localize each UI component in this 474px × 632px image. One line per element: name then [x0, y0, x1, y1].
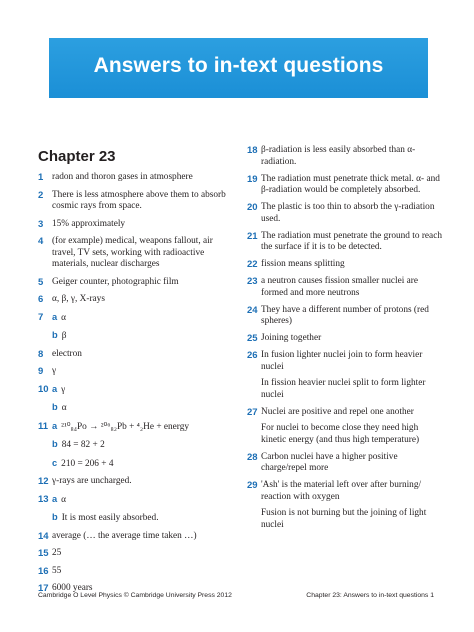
- answer-item: [38, 277, 230, 289]
- answer-part-label: a: [52, 383, 58, 394]
- answer-number: 11: [38, 420, 49, 432]
- answer-item: [247, 452, 443, 475]
- answer-item: [247, 202, 443, 225]
- answer-number: 22: [247, 259, 258, 270]
- answer-part-text: α: [61, 312, 67, 323]
- answer-item: [38, 190, 230, 213]
- answer-text: 'Ash' is the material left over after burning/ reaction with oxygen: [261, 480, 422, 502]
- answer-item: [38, 384, 230, 415]
- answer-part-label: a: [52, 420, 58, 431]
- answer-number: 24: [247, 304, 258, 316]
- answer-part-text: α: [61, 494, 67, 505]
- answer-item: [38, 219, 230, 231]
- answer-text: In fusion lighter nuclei join to form heavier nuclei: [261, 350, 423, 372]
- answer-number: 7: [38, 311, 44, 323]
- answer-number: 10: [38, 383, 49, 395]
- answer-number: 5: [38, 276, 44, 288]
- answer-text: They have a different number of protons (red spheres): [261, 304, 429, 326]
- answer-item: [38, 494, 230, 525]
- title-banner: [49, 38, 428, 98]
- answer-text: electron: [52, 348, 82, 359]
- answer-item: [38, 421, 230, 471]
- answer-text: γ: [52, 366, 57, 376]
- answer-number: 13: [38, 493, 49, 505]
- answer-part-label: c: [52, 457, 58, 468]
- answer-part-label: a: [52, 311, 58, 322]
- answer-text: 55: [52, 565, 62, 576]
- answer-number: 9: [38, 366, 44, 377]
- answer-text: The plastic is too thin to absorb the γ-radiation used.: [261, 202, 435, 224]
- answer-item: [38, 236, 230, 271]
- answer-number: 28: [247, 451, 258, 463]
- answer-part: [52, 384, 230, 397]
- answer-part: [52, 439, 230, 452]
- answer-number: 12: [38, 476, 49, 487]
- answer-text: β-radiation is less easily absorbed than α-radiation.: [261, 145, 416, 167]
- chapter-heading: Chapter 23: [38, 148, 116, 165]
- answer-text: 15% approximately: [52, 218, 126, 229]
- answer-number: 1: [38, 172, 44, 183]
- answer-number: 23: [247, 276, 258, 287]
- answer-number: 25: [247, 333, 258, 344]
- answer-part-label: b: [52, 402, 58, 412]
- answer-number: 8: [38, 348, 44, 360]
- answer-part-text: It is most easily absorbed.: [61, 513, 159, 523]
- answer-number: 2: [38, 189, 44, 201]
- answer-item: [247, 231, 443, 254]
- answer-text: 6000 years: [52, 583, 93, 593]
- answer-text: Nuclei are positive and repel one another: [261, 406, 414, 417]
- answer-text: In fission heavier nuclei split to form lighter nuclei: [261, 378, 426, 400]
- answer-text: For nuclei to become close they need high kinetic energy (and thus high temperature): [261, 423, 420, 445]
- answer-part: [52, 421, 230, 434]
- answer-item: [247, 350, 443, 401]
- answer-item: [247, 480, 443, 531]
- answer-part-label: b: [52, 330, 58, 340]
- answer-item: [247, 276, 443, 299]
- answer-text: There is less atmosphere above them to absorb cosmic rays from space.: [52, 189, 226, 211]
- answer-part-text: 210 = 206 + 4: [61, 458, 114, 469]
- answer-item: [38, 566, 230, 578]
- answer-text: The radiation must penetrate thick metal. α- and β-radiation would be completely absorbed.: [261, 173, 440, 195]
- answer-number: 20: [247, 202, 258, 213]
- footer-copyright: Cambridge O Level Physics © Cambridge University Press 2012: [38, 592, 232, 599]
- answer-text: (for example) medical, weapons fallout, air travel, TV sets, working with radioactive materials, nuclear discharges: [52, 236, 213, 269]
- answer-text: Joining together: [261, 333, 322, 343]
- answer-part-text: β: [61, 331, 67, 341]
- answers-column-left: [38, 172, 230, 601]
- answer-part-text: α: [61, 403, 67, 413]
- answer-part: [52, 330, 230, 343]
- answer-number: 15: [38, 548, 49, 559]
- answer-part-text: γ: [61, 384, 66, 395]
- answer-item: [247, 145, 443, 168]
- answer-number: 17: [38, 583, 49, 594]
- answer-part: [52, 494, 230, 507]
- answer-number: 18: [247, 145, 258, 156]
- answer-text: 25: [52, 548, 62, 558]
- answer-part-label: a: [52, 493, 58, 504]
- answer-part: [52, 402, 230, 415]
- answer-text: average (… the average time taken …): [52, 530, 197, 541]
- answer-part: [52, 312, 230, 325]
- answer-item: [38, 366, 230, 378]
- answer-number: 16: [38, 565, 49, 577]
- answer-text: γ-rays are uncharged.: [52, 476, 132, 486]
- answers-column-right: [247, 145, 443, 537]
- answer-number: 29: [247, 480, 258, 491]
- answer-number: 19: [247, 173, 258, 185]
- answer-number: 6: [38, 294, 44, 305]
- answer-number: 27: [247, 406, 258, 418]
- answer-item: [38, 294, 230, 306]
- answer-part: [52, 458, 230, 471]
- answer-part-text: ²¹⁰₈₄Po → ²⁰⁶₈₂Pb + ⁴₂He + energy: [61, 421, 190, 432]
- answer-item: [38, 476, 230, 488]
- answer-text: fission means splitting: [261, 259, 345, 269]
- answer-text: Fusion is not burning but the joining of light nuclei: [261, 508, 427, 530]
- answer-text: Geiger counter, photographic film: [52, 276, 179, 287]
- answer-text: The radiation must penetrate the ground to reach the surface if it is to be detected.: [261, 230, 442, 252]
- answer-text: Carbon nuclei have a higher positive charge/repel more: [261, 451, 398, 473]
- answer-item: [247, 333, 443, 345]
- answer-number: 4: [38, 236, 44, 247]
- answer-item: [247, 259, 443, 271]
- answer-part-label: b: [52, 512, 58, 522]
- answer-number: 14: [38, 530, 49, 542]
- answer-text: α, β, γ, X-rays: [52, 294, 105, 304]
- answer-item: [247, 407, 443, 447]
- answer-text: radon and thoron gases in atmosphere: [52, 172, 193, 182]
- answer-item: [247, 305, 443, 328]
- answer-item: [38, 349, 230, 361]
- page-title: Answers to in-text questions: [93, 54, 384, 77]
- answer-item: [38, 312, 230, 343]
- answer-part: [52, 512, 230, 525]
- answer-number: 21: [247, 230, 258, 242]
- footer-page-info: Chapter 23: Answers to in-text questions 1: [306, 592, 434, 599]
- answer-item: [38, 172, 230, 184]
- answer-part-label: b: [52, 439, 58, 449]
- answer-item: [38, 531, 230, 543]
- answer-text: a neutron causes fission smaller nuclei are formed and more neutrons: [261, 276, 418, 298]
- answer-number: 26: [247, 350, 258, 361]
- answer-item: [38, 548, 230, 560]
- answer-item: [247, 174, 443, 197]
- answer-number: 3: [38, 218, 44, 230]
- answer-part-text: 84 = 82 + 2: [61, 440, 105, 450]
